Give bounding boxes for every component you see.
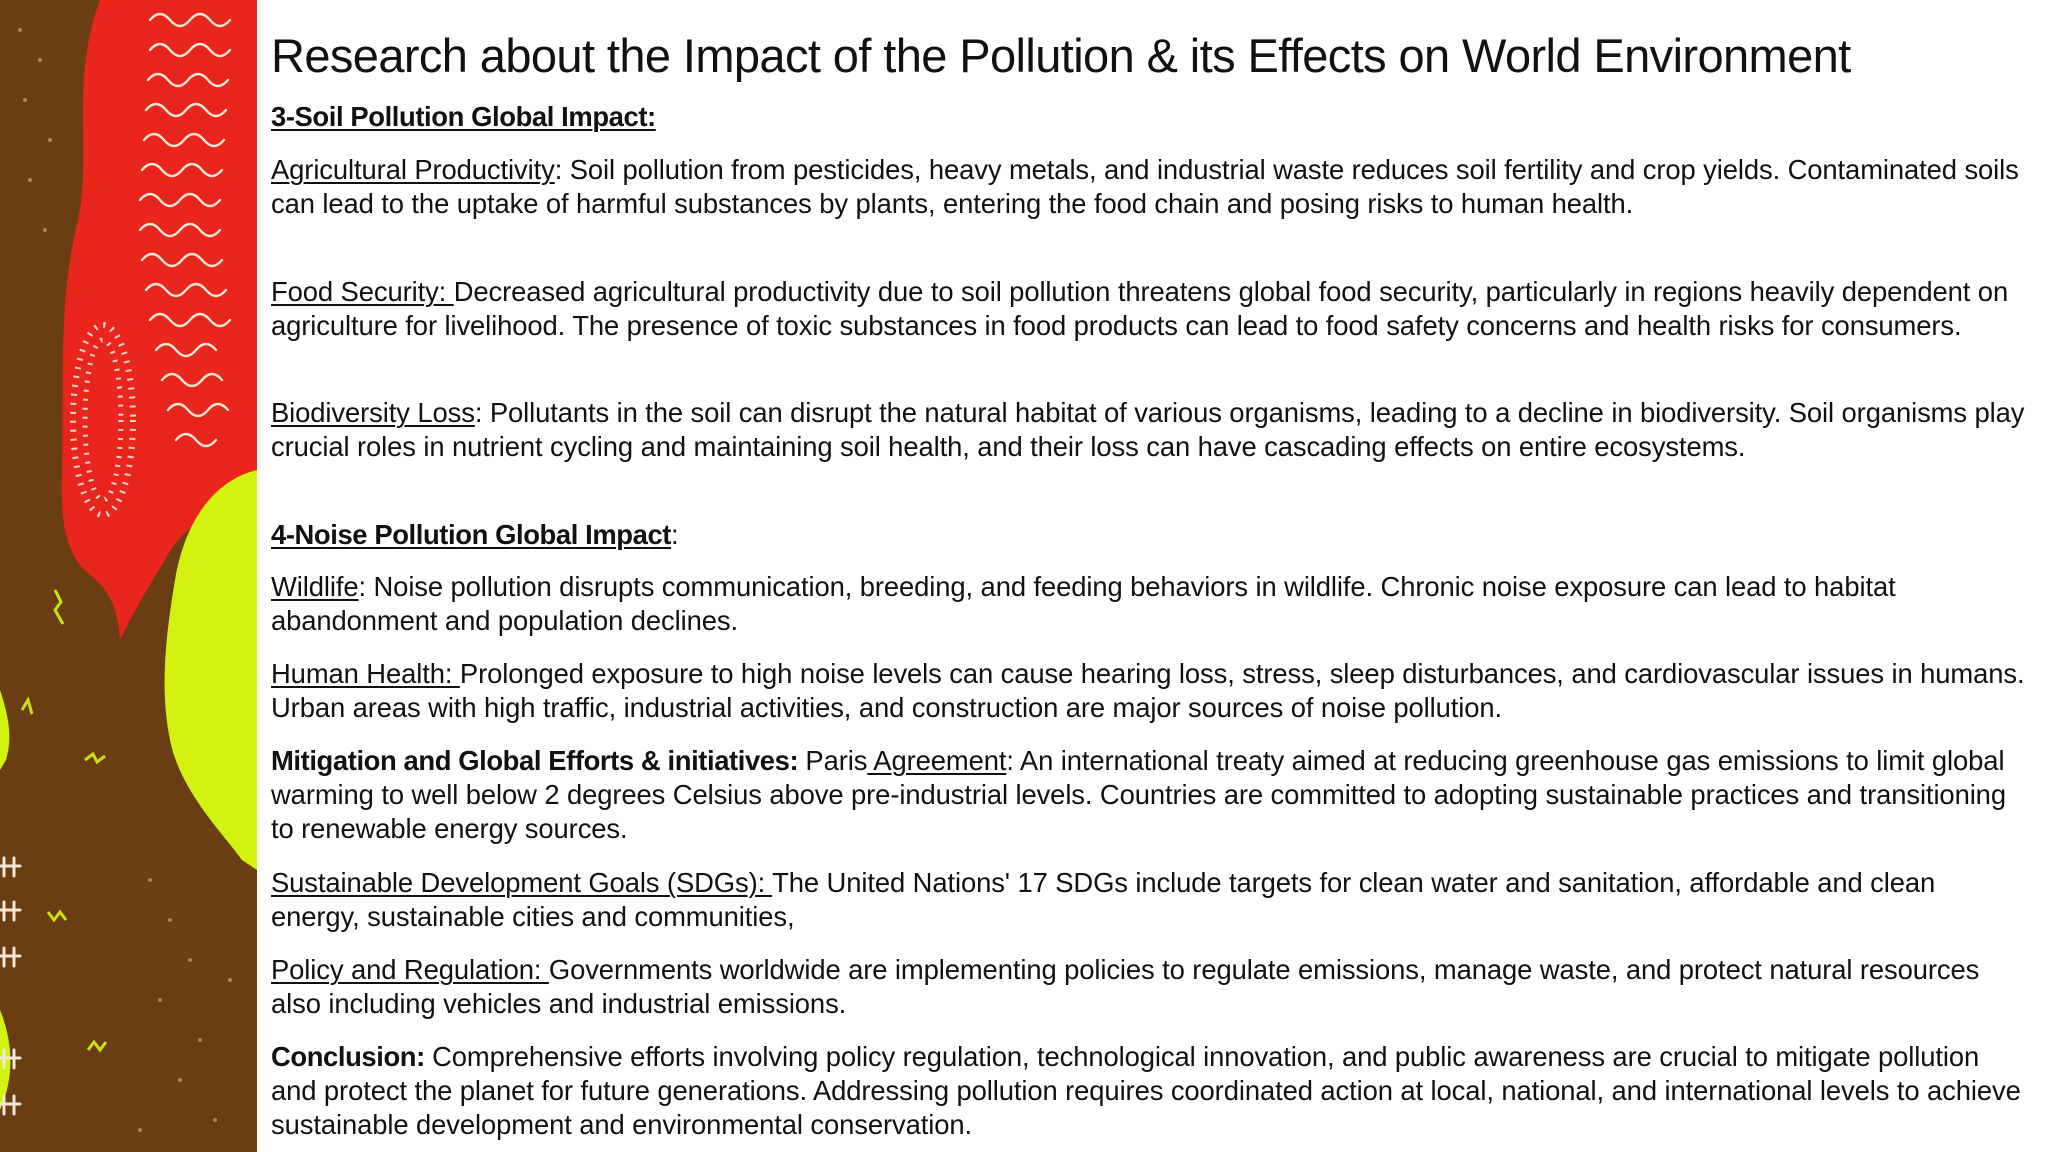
conclusion-paragraph [271,1040,2031,1142]
decorative-art-panel [0,0,257,1152]
slide-content [271,0,2031,1152]
policy-text: Governments worldwide are implementing policies to regulate emissions, manage waste, and protect natural resources also including vehicles and industrial emissions. [271,954,1980,1019]
agricultural-productivity-label: Agricultural Productivity [271,154,555,185]
biodiversity-loss-paragraph [271,396,2031,464]
wildlife-paragraph [271,570,2031,638]
sdg-label: Sustainable Development Goals (SDGs): [271,867,773,898]
mitigation-pre: Paris [805,745,868,776]
paris-agreement-label: Agreement [867,745,1007,776]
soil-section-heading [271,100,2031,134]
food-security-paragraph [271,275,2031,343]
human-health-paragraph [271,657,2031,725]
food-security-label: Food Security: [271,276,454,307]
slide-title: Research about the Impact of the Pollution & its Effects on World Environment [271,29,1851,82]
agricultural-productivity-text: : Soil pollution from pesticides, heavy metals, and industrial waste reduces soil fertility and crop yields. Contaminated soils can lead to the uptake of harmful substances by plants, entering the food chain and posing risks to human health. [271,154,2019,219]
human-health-label: Human Health: [271,658,460,689]
conclusion-text: Comprehensive efforts involving policy regulation, technological innovation, and public awareness are crucial to mitigate pollution and protect the planet for future generations. Addressing pollution requires coordinated action at local, national, and international levels to achieve sustainable development and environmental conservation. [271,1041,2021,1140]
biodiversity-loss-label: Biodiversity Loss [271,397,475,428]
sdg-text: The United Nations' 17 SDGs include targets for clean water and sanitation, affordable and clean energy, sustainable cities and communities, [271,867,1936,932]
wildlife-label: Wildlife [271,571,359,602]
noise-section-heading [271,518,2031,552]
biodiversity-loss-text: : Pollutants in the soil can disrupt the natural habitat of various organisms, leading to a decline in biodiversity. Soil organisms play crucial roles in nutrient cycling and maintaining soil health, and their loss can have cascading effects on entire ecosystems. [271,397,2025,462]
mitigation-paragraph [271,744,2031,846]
agricultural-productivity-paragraph [271,153,2031,221]
food-security-text: Decreased agricultural productivity due to soil pollution threatens global food security, particularly in regions heavily dependent on agriculture for livelihood. The presence of toxic substances in food products can lead to food safety concerns and health risks for consumers. [271,276,2009,341]
human-health-text: Prolonged exposure to high noise levels can cause hearing loss, stress, sleep disturbances, and cardiovascular issues in humans. Urban areas with high traffic, industrial activities, and construction are major sources of noise pollution. [271,658,2025,723]
policy-label: Policy and Regulation: [271,954,549,985]
noise-heading-colon: : [671,519,679,550]
wildlife-text: : Noise pollution disrupts communication, breeding, and feeding behaviors in wildlife. Chronic noise exposure can lead to habitat abandonment and population declines. [271,571,1896,636]
mitigation-heading: Mitigation and Global Efforts & initiatives: [271,745,806,776]
policy-paragraph [271,953,2031,1021]
noise-heading-text: 4-Noise Pollution Global Impact [271,519,672,550]
soil-heading-text: 3-Soil Pollution Global Impact: [271,101,656,132]
conclusion-heading: Conclusion: [271,1041,433,1072]
mitigation-text: : An international treaty aimed at reducing greenhouse gas emissions to limit global warming to well below 2 degrees Celsius above pre-industrial levels. Countries are committed to adopting sustainable practices and transitioning to renewable energy sources. [271,745,2006,844]
sdg-paragraph [271,866,2031,934]
